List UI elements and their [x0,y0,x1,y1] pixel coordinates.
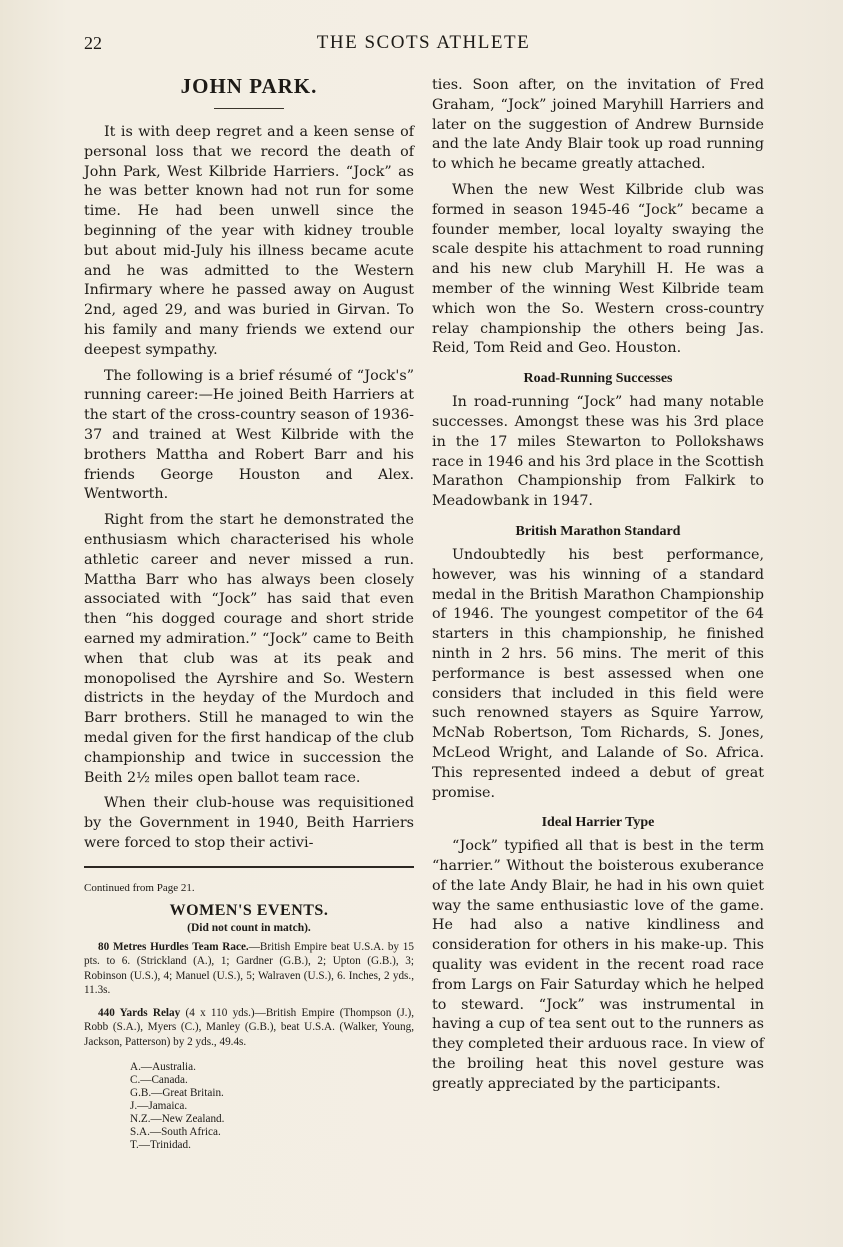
article-title: JOHN PARK. [180,74,318,98]
abbreviation-item: A.—Australia. [130,1061,196,1074]
running-title: THE SCOTS ATHLETE [316,32,531,53]
event-result [84,940,414,998]
event-result [84,1006,414,1050]
article-paragraph: When the new West Kilbride club was formed in season 1945-46 “Jock” became a founder member, local loyalty swaying the scale despite his attachment to road running and his new club Maryhill H. He was a member of the winning West Kilbride team which won the So. Western cross-country relay championship the others being Jas. Reid, Tom Reid and Geo. Houston. [432,181,764,357]
event-text: (4 x 110 yds.)—British Empire (Thompson (J.), Robb (S.A.), Myers (C.), Manley (G.B.), beat U.S.A. (Walker, Young, Jackson, Patterson) by 2 yds., 49.4s. [84,1006,414,1048]
article-paragraph: In road-running “Jock” had many notable successes. Amongst these was his 3rd place in the 17 miles Stewarton to Pollokshaws race in 1946 and his 3rd place in the Scottish Marathon Championship from Falkirk to Meadowbank in 1947. [432,394,764,510]
section-heading: British Marathon Standard [515,523,681,539]
section-heading: Ideal Harrier Type [541,815,655,831]
womens-events-title: WOMEN'S EVENTS. [169,901,329,919]
article-paragraph: Undoubtedly his best performance, however, was his winning of a standard medal in the British Marathon Championship of 1946. The youngest competitor of the 64 starters in this championship, he finished ninth in 2 hrs. 56 mins. The merit of this performance is best assessed when one considers that included in this field were such renowned stayers as Squire Yarrow, McNab Robertson, Tom Richards, S. Jones, McLeod Wright, and Lalande of So. Africa. This represented indeed a debut of great promise. [432,546,764,801]
article-paragraph: ties. Soon after, on the invitation of Fred Graham, “Jock” joined Maryhill Harriers and later on the suggestion of Andrew Burnside and the late Andy Blair took up road running to which he became greatly attached. [432,77,764,173]
article-paragraph: The following is a brief résumé of “Jock's” running career:—He joined Beith Harriers at the start of the cross-country season of 1936-37 and trained at West Kilbride with the brothers Mattha and Robert Barr and his friends George Houston and Alex. Wentworth. [84,367,414,503]
abbreviation-item: C.—Canada. [130,1074,188,1087]
right-column [432,76,764,1101]
event-name: 80 Metres Hurdles Team Race. [98,940,249,953]
event-name: 440 Yards Relay [98,1006,181,1019]
section-divider [84,866,414,868]
page-header [84,30,763,58]
article-paragraph: Right from the start he demonstrated the enthusiasm which characterised his whole athletic career and never missed a run. Mattha Barr who has always been closely associated with “Jock” has said that even then “his dogged courage and short stride earned my admiration.” “Jock” came to Beith when that club was at its peak and monopolised the Ayrshire and So. Western districts in the heyday of the Murdoch and Barr brothers. Still he managed to win the medal given for the first handicap of the club championship and twice in succession the Beith 2½ miles open ballot team race. [84,512,414,786]
page-number: 22 [84,33,102,53]
section-heading: Road-Running Successes [523,371,673,387]
article-paragraph: “Jock” typified all that is best in the term “harrier.” Without the boisterous exuberance of the late Andy Blair, he had in his own quiet way the same enthusiastic love of the game. He had also a native kindliness and consideration for others in his make-up. This quality was evident in the recent road race from Largs on Fair Saturday which he helped to steward. “Jock” was instrumental in having a cup of tea sent out to the runners as they completed their arduous race. In view of the broiling heat this novel gesture was greatly appreciated by the participants. [432,838,764,1092]
article-paragraph: When their club-house was requisitioned by the Government in 1940, Beith Harriers were forced to stop their activi- [84,795,414,851]
continued-note: Continued from Page 21. [84,881,195,894]
title-rule [214,108,284,109]
abbreviation-list [130,1061,414,1152]
abbreviation-item: J.—Jamaica. [130,1100,188,1113]
article-paragraph: It is with deep regret and a keen sense of personal loss that we record the death of John Park, West Kilbride Harriers. “Jock” as he was better known had not run for some time. He had been unwell since the beginning of the year with kidney trouble but about mid-July his illness became acute and he was admitted to the Western Infirmary where he passed away on August 2nd, aged 29, and was buried in Girvan. To his family and many friends we extend our deepest sympathy. [84,124,414,358]
womens-events-note: (Did not count in match). [187,921,311,934]
abbreviation-item: T.—Trinidad. [130,1139,191,1152]
abbreviation-item: G.B.—Great Britain. [130,1087,224,1100]
womens-events-section [84,882,414,1153]
abbreviation-item: S.A.—South Africa. [130,1126,221,1139]
event-text: —British Empire beat U.S.A. by 15 pts. to 6. (Strickland (A.), 1; Gardner (G.B.), 2; Upton (G.B.), 3; Robinson (U.S.), 4; Manuel (U.S.), 5; Walraven (U.S.), 6. Inches, 2 yds., 11.3s. [84,940,414,997]
left-column [84,72,414,1152]
abbreviation-item: N.Z.—New Zealand. [130,1113,225,1126]
